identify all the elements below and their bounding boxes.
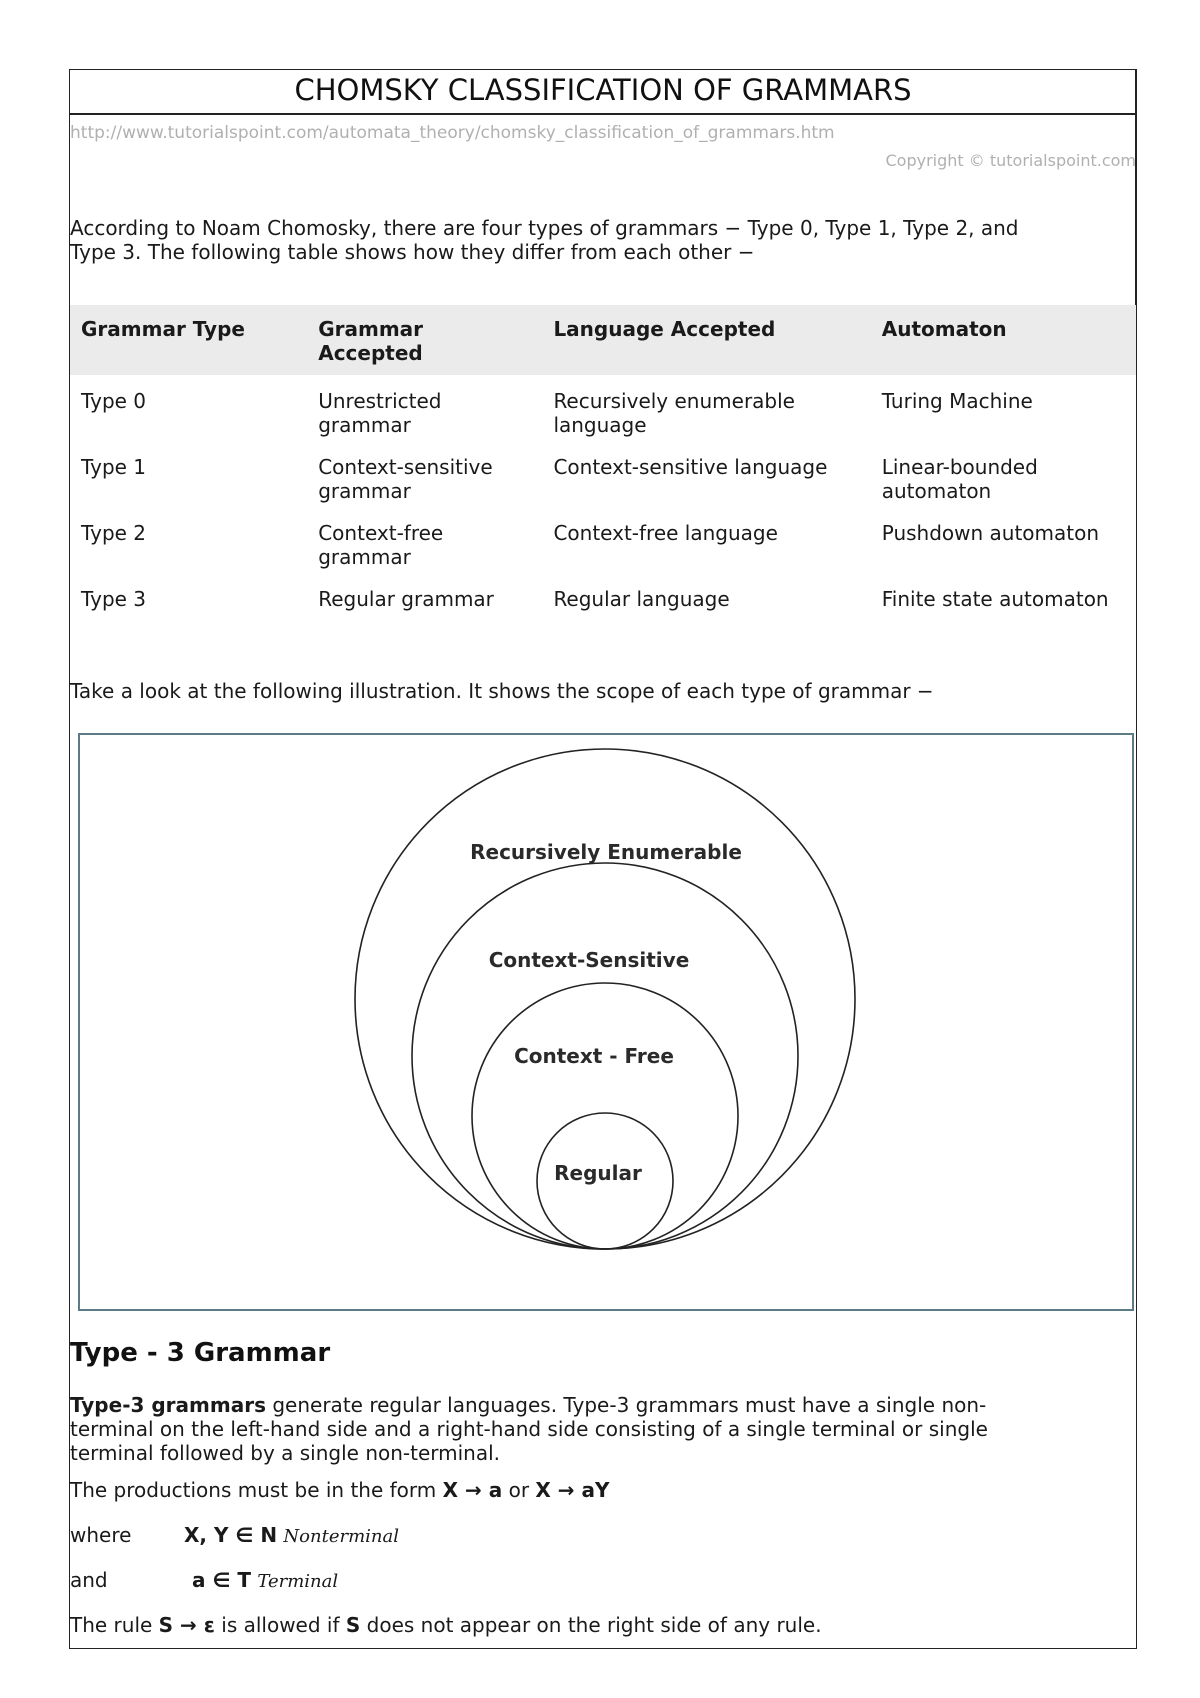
label-recursively-enumerable: Recursively Enumerable bbox=[470, 840, 742, 864]
label-context-sensitive: Context-Sensitive bbox=[488, 948, 690, 972]
rule-expr: S → ε bbox=[158, 1613, 215, 1637]
rule-prefix: The rule bbox=[70, 1613, 159, 1637]
and-math: a ∈ T bbox=[192, 1568, 251, 1592]
cell-grammar-type: Type 1 bbox=[81, 455, 147, 479]
header-automaton: Automaton bbox=[871, 305, 1136, 375]
cell-automaton: Finite state automaton bbox=[881, 587, 1109, 611]
rule-line bbox=[70, 1613, 1110, 1637]
cell-automaton: Pushdown automaton bbox=[881, 521, 1100, 545]
cell-grammar-type: Type 2 bbox=[81, 521, 147, 545]
cell-language-accepted: Recursively enumerable language bbox=[553, 389, 795, 437]
copyright-notice: Copyright © tutorialspoint.com bbox=[885, 151, 1136, 170]
cell-grammar-accepted: Regular grammar bbox=[318, 587, 494, 611]
type3-desc-line-3: terminal followed by a single non-terminal. bbox=[70, 1441, 501, 1465]
where-label: where bbox=[70, 1523, 132, 1547]
where-math: X, Y ∈ N bbox=[184, 1523, 278, 1547]
header-grammar-accepted: Grammar Accepted bbox=[307, 305, 542, 375]
page-title: CHOMSKY CLASSIFICATION OF GRAMMARS bbox=[70, 70, 1136, 115]
type3-desc-line-2: terminal on the left-hand side and a right-hand side consisting of a single terminal or single bbox=[70, 1417, 988, 1441]
where-line bbox=[70, 1523, 1110, 1549]
table-row bbox=[70, 510, 1136, 576]
and-label: and bbox=[70, 1568, 108, 1592]
productions-line bbox=[70, 1478, 1110, 1502]
type3-bold-lead: Type-3 grammars bbox=[70, 1393, 266, 1417]
table-header-row bbox=[70, 305, 1136, 375]
and-desc: Terminal bbox=[257, 1571, 339, 1592]
illustration-intro: Take a look at the following illustration. It shows the scope of each type of grammar − bbox=[70, 679, 934, 703]
label-regular: Regular bbox=[554, 1161, 642, 1185]
production-1: X → a bbox=[442, 1478, 503, 1502]
cell-grammar-accepted: Context-free grammar bbox=[318, 521, 444, 569]
cell-grammar-accepted: Context-sensitive grammar bbox=[318, 455, 493, 503]
production-2: X → aY bbox=[535, 1478, 610, 1502]
cell-grammar-accepted: Unrestricted grammar bbox=[318, 389, 442, 437]
type3-desc-rest: generate regular languages. Type-3 grammars must have a single non- bbox=[266, 1393, 987, 1417]
type3-heading: Type - 3 Grammar bbox=[70, 1338, 331, 1368]
source-url[interactable]: http://www.tutorialspoint.com/automata_theory/chomsky_classification_of_grammars.htm bbox=[70, 123, 835, 143]
circle-context-free bbox=[472, 983, 738, 1249]
type3-description bbox=[70, 1393, 1110, 1465]
cell-automaton: Turing Machine bbox=[881, 389, 1033, 413]
productions-or: or bbox=[502, 1478, 536, 1502]
cell-grammar-type: Type 0 bbox=[81, 389, 147, 413]
header-language-accepted: Language Accepted bbox=[542, 305, 870, 375]
cell-grammar-type: Type 3 bbox=[81, 587, 147, 611]
intro-paragraph bbox=[70, 216, 1110, 264]
rule-mid: is allowed if bbox=[214, 1613, 346, 1637]
where-desc: Nonterminal bbox=[283, 1526, 399, 1547]
rule-s: S bbox=[345, 1613, 361, 1637]
nested-circles-svg bbox=[80, 735, 1132, 1309]
page-frame bbox=[69, 69, 1137, 1649]
type3-desc-line-1 bbox=[70, 1393, 1110, 1417]
cell-language-accepted: Regular language bbox=[553, 587, 730, 611]
rule-suffix: does not appear on the right side of any rule. bbox=[360, 1613, 822, 1637]
productions-prefix: The productions must be in the form bbox=[70, 1478, 443, 1502]
grammar-table bbox=[70, 305, 1136, 618]
grammar-hierarchy-diagram bbox=[78, 733, 1134, 1311]
intro-line-1: According to Noam Chomosky, there are four types of grammars − Type 0, Type 1, Type 2, and bbox=[70, 216, 1019, 240]
table-row bbox=[70, 375, 1136, 444]
cell-language-accepted: Context-sensitive language bbox=[553, 455, 828, 479]
table-row bbox=[70, 576, 1136, 618]
cell-automaton: Linear-bounded automaton bbox=[881, 455, 1038, 503]
table-row bbox=[70, 444, 1136, 510]
and-line bbox=[70, 1568, 1110, 1594]
cell-language-accepted: Context-free language bbox=[553, 521, 778, 545]
intro-line-2: Type 3. The following table shows how they differ from each other − bbox=[70, 240, 755, 264]
label-context-free: Context - Free bbox=[514, 1044, 674, 1068]
header-grammar-type: Grammar Type bbox=[70, 305, 307, 375]
